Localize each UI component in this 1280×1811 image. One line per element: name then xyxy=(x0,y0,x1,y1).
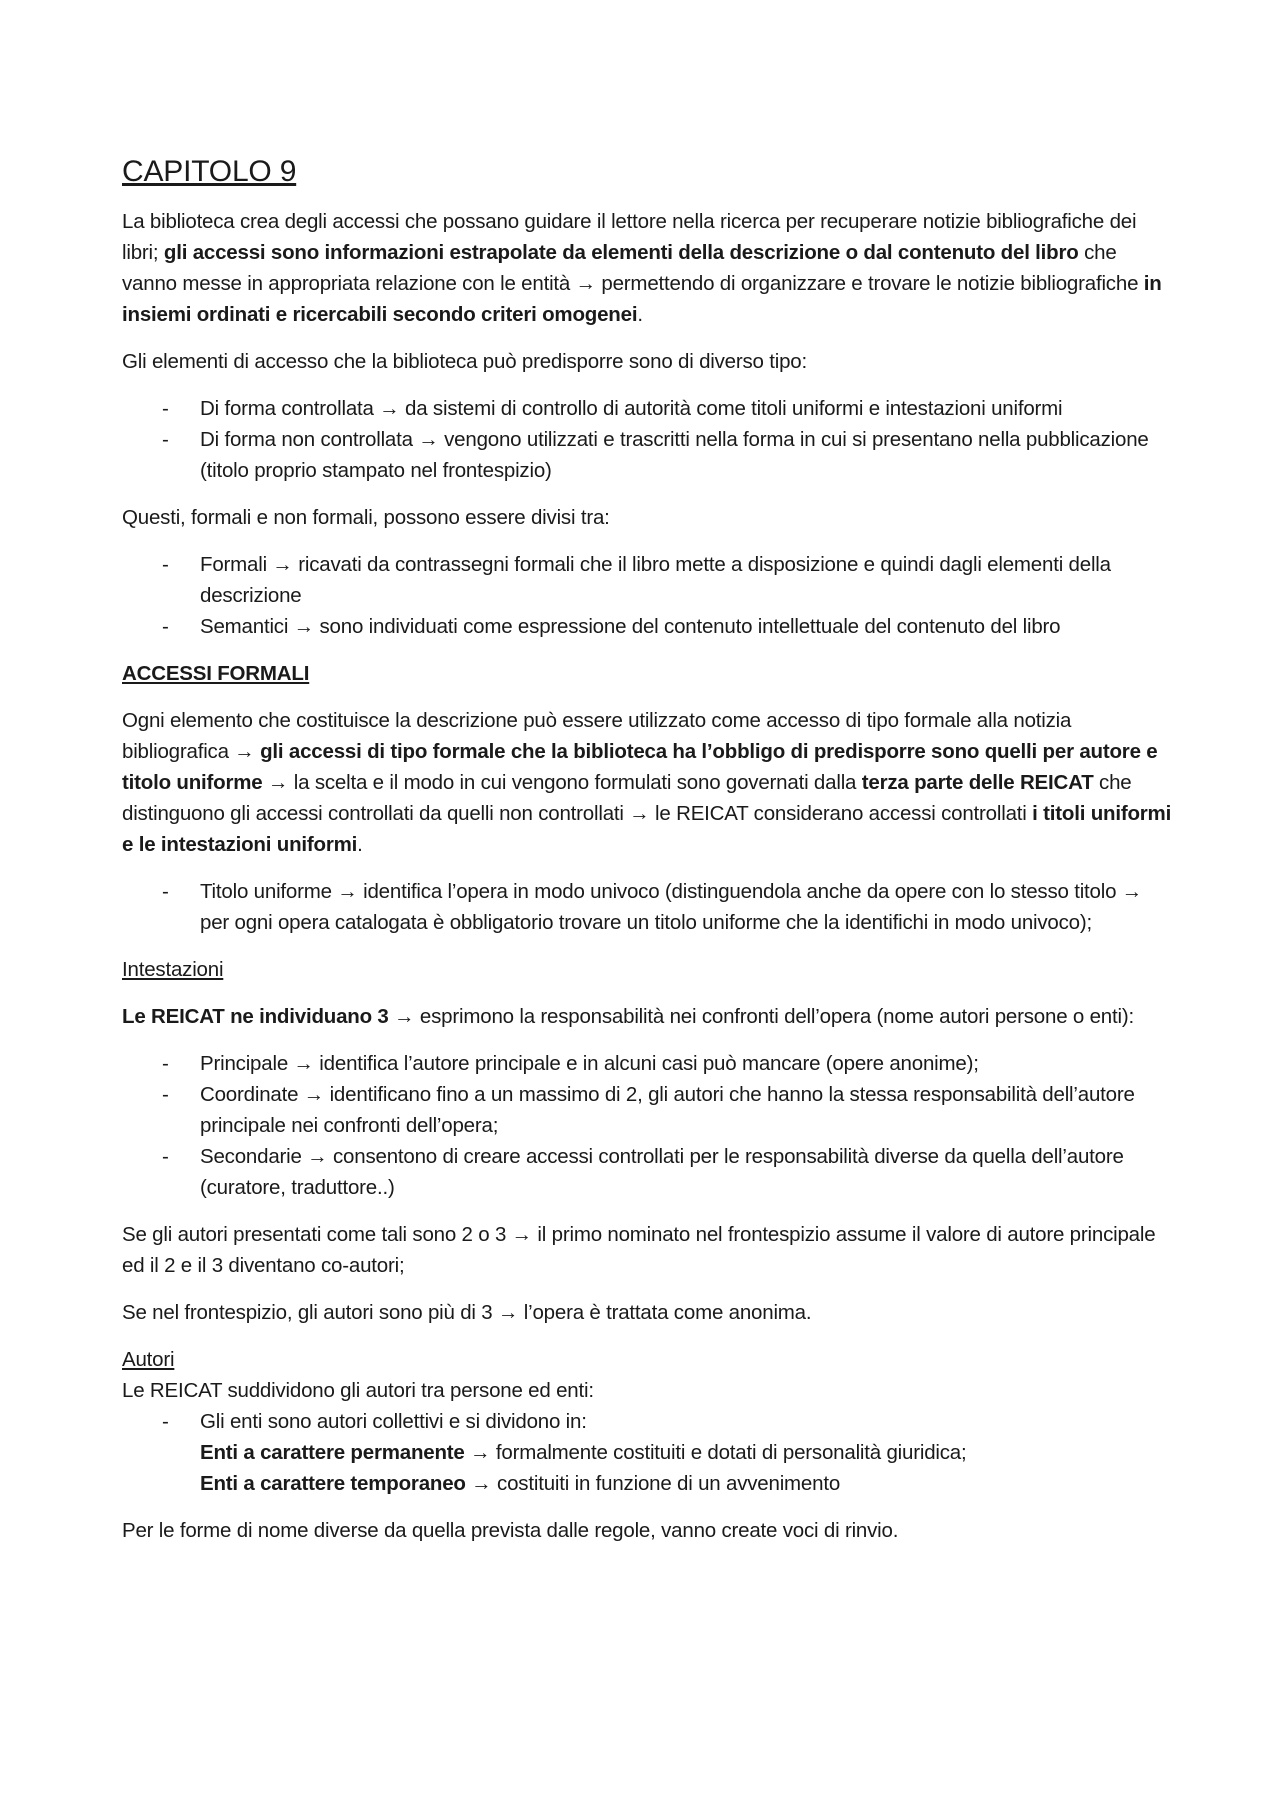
bold-run: Enti a carattere temporaneo xyxy=(200,1472,466,1495)
text-run: . xyxy=(637,303,643,326)
text-run: → esprimono la responsabilità nei confronti dell’opera (nome autori persone o enti): xyxy=(388,1005,1134,1028)
bold-run: Enti a carattere permanente xyxy=(200,1441,465,1464)
coauthors-paragraph: Se gli autori presentati come tali sono 2 o 3 → il primo nominato nel frontespizio assume il valore di autore principale ed il 2 e il 3 diventano co-autori; xyxy=(122,1223,1156,1277)
text-run: Ogni elemento che costituisce la descrizione può essere utilizzato come accesso di tipo formale alla notizia bibliografica xyxy=(122,709,1072,763)
list-item xyxy=(122,1406,1172,1499)
text-run: → la scelta e il modo in cui vengono formulati sono governati dalla xyxy=(262,771,862,794)
bold-run: in insiemi ordinati e ricercabili secondo criteri omogenei xyxy=(122,272,1162,326)
bold-run: terza parte delle REICAT xyxy=(861,771,1094,794)
list-item-line xyxy=(200,1468,1172,1499)
list-item: - Di forma non controllata → vengono utilizzati e trascritti nella forma in cui si presentano nella pubblicazione (titolo proprio stampato nel frontespizio) xyxy=(122,424,1172,486)
formal-semantic-list xyxy=(122,549,1172,642)
list-item: - Secondarie → consentono di creare accessi controllati per le responsabilità diverse da quella dell’autore (curatore, traduttore..) xyxy=(122,1141,1172,1203)
reicat-headings-paragraph xyxy=(122,1001,1172,1032)
list-item: - Coordinate → identificano fino a un massimo di 2, gli autori che hanno la stessa responsabilità dell’autore principale nei confronti dell’opera; xyxy=(122,1079,1172,1141)
document-body xyxy=(122,152,1172,1562)
subheading-autori: Autori xyxy=(122,1348,175,1371)
list-item: - Principale → identifica l’autore principale e in alcuni casi può mancare (opere anonime); xyxy=(122,1048,1172,1079)
subheading-intestazioni: Intestazioni xyxy=(122,958,224,981)
division-paragraph: Questi, formali e non formali, possono essere divisi tra: xyxy=(122,506,610,529)
section-heading-accessi-formali: ACCESSI FORMALI xyxy=(122,662,310,685)
authors-paragraph: Le REICAT suddividono gli autori tra persone ed enti: xyxy=(122,1379,594,1402)
text-run: che distinguono gli accessi controllati da quelli non controllati → le REICAT considerano accessi controllati xyxy=(122,771,1132,825)
list-item: - Di forma controllata → da sistemi di controllo di autorità come titoli uniformi e intestazioni uniformi xyxy=(122,393,1172,424)
list-item-line xyxy=(200,1437,1172,1468)
referral-paragraph: Per le forme di nome diverse da quella prevista dalle regole, vanno create voci di rinvio. xyxy=(122,1519,899,1542)
anonymous-paragraph: Se nel frontespizio, gli autori sono più di 3 → l’opera è trattata come anonima. xyxy=(122,1301,812,1324)
list-item: - Titolo uniforme → identifica l’opera in modo univoco (distinguendola anche da opere con lo stesso titolo → per ogni opera catalogata è obbligatorio trovare un titolo uniforme che la identifichi in modo univoco); xyxy=(122,876,1172,938)
list-item: - Formali → ricavati da contrassegni formali che il libro mette a disposizione e quindi dagli elementi della descrizione xyxy=(122,549,1172,611)
bold-run: gli accessi sono informazioni estrapolate da elementi della descrizione o dal contenuto del libro xyxy=(163,241,1079,264)
chapter-title: CAPITOLO 9 xyxy=(122,155,297,188)
authors-list xyxy=(122,1406,1172,1499)
text-run: La biblioteca crea degli accessi che possano guidare il lettore nella ricerca per recuperare notizie bibliografiche dei libri; xyxy=(122,210,1137,264)
uniform-title-list xyxy=(122,876,1172,938)
text-run: . xyxy=(357,833,363,856)
formal-access-paragraph xyxy=(122,705,1172,860)
text-run: → formalmente costituiti e dotati di personalità giuridica; xyxy=(464,1441,967,1464)
list-item-text: - Gli enti sono autori collettivi e si dividono in: xyxy=(200,1410,587,1433)
list-item: - Semantici → sono individuati come espressione del contenuto intellettuale del contenuto del libro xyxy=(122,611,1172,642)
text-run: → costituiti in funzione di un avvenimento xyxy=(465,1472,841,1495)
text-run: che vanno messe in appropriata relazione con le entità → permettendo di organizzare e trovare le notizie bibliografiche xyxy=(122,241,1144,295)
bold-run: Le REICAT ne individuano 3 xyxy=(122,1005,389,1028)
bold-run: i titoli uniformi e le intestazioni uniformi xyxy=(122,802,1172,856)
headings-list xyxy=(122,1048,1172,1203)
intro-paragraph xyxy=(122,206,1172,330)
access-types-paragraph: Gli elementi di accesso che la biblioteca può predisporre sono di diverso tipo: xyxy=(122,350,808,373)
bold-run: → gli accessi di tipo formale che la biblioteca ha l’obbligo di predisporre sono quelli per autore e titolo uniforme xyxy=(122,740,1158,794)
access-forms-list xyxy=(122,393,1172,486)
